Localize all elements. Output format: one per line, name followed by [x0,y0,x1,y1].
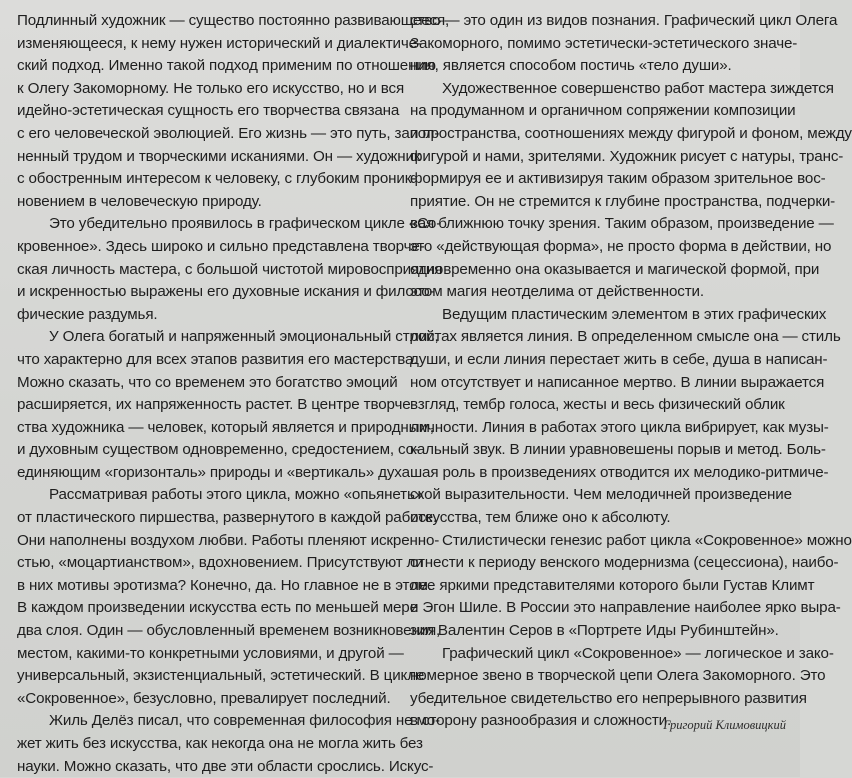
text-line: и Эгон Шиле. В России это направление наиболее ярко выра- [410,599,841,617]
text-line: к Олегу Закоморному. Не только его искусство, но и вся [17,79,405,97]
text-line: в них мотивы эротизма? Конечно, да. Но главное не в этом. [17,576,432,594]
text-line: с его человеческой эволюцией. Его жизнь — это путь, запол- [17,124,440,142]
text-line: личности. Линия в работах этого цикла вибрирует, как музы- [410,418,829,436]
text-line: на продуманном и органичном сопряжении композиции [410,102,796,120]
text-line: приятие. Он не стремится к глубине пространства, подчерки- [410,192,836,210]
text-line: ский подход. Именно такой подход применим по отношению [17,57,436,75]
text-line: новением в человеческую природу. [17,192,262,210]
text-line: В каждом произведении искусства есть по меньшей мере [17,599,418,617]
text-line: ской выразительности. Чем мелодичней произведение [410,486,792,504]
text-line: Закоморного, помимо эстетически-эстетического значе- [410,34,798,52]
text-line: вая ближнюю точку зрения. Таким образом, произведение — [410,215,834,233]
text-line: ская личность мастера, с большой чистотой мировосприятия [17,260,443,278]
text-line: науки. Можно сказать, что две эти области срослись. Искус- [17,757,434,775]
text-line: с обостренным интересом к человеку, с глубоким проник- [17,170,417,188]
text-line: в сторону разнообразия и сложности. [410,712,672,730]
text-line: «Сокровенное», безусловно, превалирует последний. [17,689,391,707]
text-line: Можно сказать, что со временем это богатство эмоций [17,373,398,391]
text-line: Подлинный художник — существо постоянно развивающееся, [17,12,450,29]
text-line: кровенное». Здесь широко и сильно представлена творче- [17,237,425,255]
text-line: это «действующая форма», не просто форма в действии, но [410,237,832,255]
text-line: универсальный, экзистенциальный, эстетический. В цикле [17,667,425,685]
text-line: Художественное совершенство работ мастера зиждется [442,79,834,97]
text-line: кальный звук. В линии уравновешены порыв и метод. Боль- [410,441,826,459]
text-line: стью, «моцартианством», вдохновением. Присутствуют ли [17,554,424,572]
text-line: формируя ее и активизируя таким образом зрительное вос- [410,170,826,188]
text-line: Стилистически генезис работ цикла «Сокровенное» можно [442,531,852,549]
text-line: Рассматривая работы этого цикла, можно «опьянеть» [49,486,424,504]
text-line: искусства, тем ближе оно к абсолюту. [410,509,671,527]
text-line: ном отсутствует и написанное мертво. В линии выражается [410,373,825,391]
text-line: расширяется, их напряженность растет. В центре творче- [17,396,416,414]
text-line: этом магия неотделима от действенности. [410,283,704,301]
text-line: убедительное свидетельство его непрерывного развития [410,689,807,707]
left-text-column [17,10,450,778]
text-line: У Олега богатый и напряженный эмоциональный строй, [49,328,439,346]
text-line: от пластического пиршества, развернутого в каждой работе. [17,509,438,527]
text-line: зил Валентин Серов в «Портрете Иды Рубинштейн». [410,622,779,640]
text-line: фические раздумья. [17,305,158,323]
text-line: взгляд, тембр голоса, жесты и весь физический облик [410,396,785,414]
text-line: Это убедительно проявилось в графическом цикле «Со- [49,215,442,233]
text-line: одновременно она оказывается и магической формой, при [410,260,820,278]
text-line: Они наполнены воздухом любви. Работы пленяют искренно- [17,531,440,549]
text-line: ния, является способом постичь «тело души». [410,57,732,75]
text-line: Ведущим пластическим элементом в этих графических [442,305,827,323]
text-line: отнести к периоду венского модернизма (сецессиона), наибо- [410,554,839,572]
text-line: что характерно для всех этапов развития его мастерства. [17,350,418,368]
text-line: номерное звено в творческой цепи Олега Закоморного. Это [410,667,826,685]
text-line: лее яркими представителями которого были Густав Климт [410,576,815,594]
text-line: ненный трудом и творческими исканиями. Он — художник [17,147,421,165]
text-line: ства художника — человек, который является и природным, [17,418,434,436]
text-line: ство — это один из видов познания. Графический цикл Олега [410,12,838,29]
author-signature: Григорий Климовицкий [663,718,786,732]
text-line: единяющим «горизонталь» природы и «вертикаль» духа. [17,463,414,481]
text-line: изменяющееся, к нему нужен исторический и диалектиче- [17,34,422,52]
text-line: листах является линия. В определенном смысле она — стиль [410,328,841,346]
text-line: и пространства, соотношениях между фигурой и фоном, между [410,124,852,142]
text-line: местом, какими-то конкретными условиями, и другой — [17,644,404,662]
text-line: шая роль в произведениях отводится их мелодико-ритмиче- [410,463,829,481]
text-line: и искренностью выражены его духовные искания и филосо- [17,283,435,301]
text-line: и духовным существом одновременно, средостением, со- [17,441,419,459]
text-line: жет жить без искусства, как некогда она не могла жить без [17,735,423,752]
text-line: фигурой и нами, зрителями. Художник рисует с натуры, транс- [410,147,844,165]
text-line: два слоя. Один — обусловленный временем возникновения, [17,622,441,640]
right-text-column [410,10,852,733]
text-line: Жиль Делёз писал, что современная философия не мо- [49,712,440,730]
text-line: идейно-эстетическая сущность его творчества связана [17,102,400,120]
text-line: души, и если линия перестает жить в себе, душа в написан- [410,350,828,368]
text-line: Графический цикл «Сокровенное» — логическое и зако- [442,644,834,662]
